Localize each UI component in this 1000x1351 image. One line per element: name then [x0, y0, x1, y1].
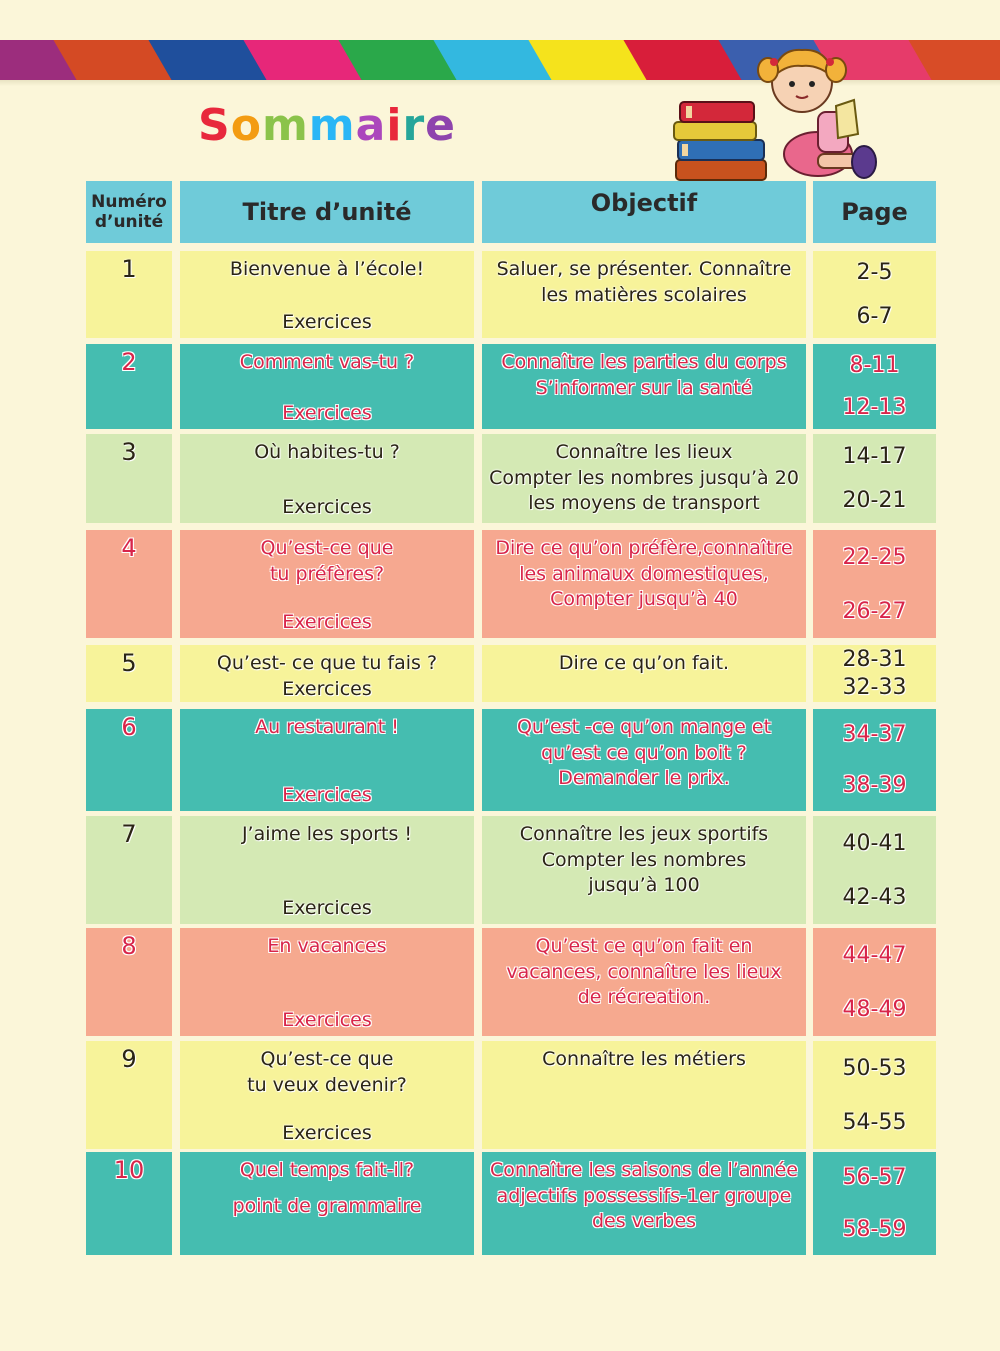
unit-title-cell: [180, 709, 474, 811]
unit-title: tu veux devenir?: [247, 1073, 407, 1096]
objective-text: S’informer sur la santé: [535, 376, 753, 399]
objective-text: Connaître les parties du corps: [501, 351, 787, 373]
page-range: 14-17: [842, 443, 907, 469]
unit-title: Comment vas-tu ?: [239, 351, 415, 373]
unit-title-cell: [180, 530, 474, 638]
page-cell: [813, 251, 936, 338]
objective-text: des verbes: [591, 1210, 697, 1233]
title-letter: m: [261, 100, 309, 151]
unit-title-cell: [180, 1041, 474, 1149]
unit-title-group: [247, 1047, 407, 1098]
page-cell: [813, 434, 936, 523]
unit-title: point de grammaire: [232, 1194, 422, 1217]
objective-text: Dire ce qu’on fait.: [558, 652, 730, 674]
unit-title-cell: [180, 251, 474, 338]
unit-number: 4: [121, 534, 137, 562]
page-range: 6-7: [856, 303, 893, 329]
objective-text: Compter les nombres: [541, 848, 747, 871]
unit-title-cell: [180, 344, 474, 429]
exercises-label: Exercices: [282, 1009, 372, 1032]
title-letter: o: [230, 100, 262, 151]
book-stack-icon: [674, 102, 766, 180]
page-range: 32-33: [842, 675, 907, 701]
objective-cell: [482, 1152, 806, 1255]
unit-number-cell: [86, 344, 172, 429]
objective-cell: [482, 709, 806, 811]
unit-title-cell: [180, 928, 474, 1036]
unit-number-cell: [86, 1041, 172, 1149]
unit-title: Au restaurant !: [255, 716, 399, 738]
objective-cell: [482, 530, 806, 638]
unit-number: 8: [121, 932, 137, 960]
header-unit-title: [180, 181, 474, 243]
page-range: 34-37: [842, 722, 907, 747]
unit-title-group: [233, 1158, 422, 1229]
header-label: Titre d’unité: [242, 198, 412, 226]
title-letter: e: [425, 100, 456, 151]
objective-text: les moyens de transport: [528, 492, 760, 515]
unit-title-cell: [180, 434, 474, 523]
page-cell: [813, 1152, 936, 1255]
unit-number: 10: [113, 1156, 145, 1184]
objective-text: Saluer, se présenter. Connaître: [496, 258, 792, 280]
unit-number-cell: [86, 251, 172, 338]
exercises-label: Exercices: [282, 897, 372, 920]
page-range: 40-41: [842, 830, 907, 856]
unit-number-cell: [86, 645, 172, 702]
unit-title-group: [242, 822, 412, 848]
objective-text: adjectifs possessifs-1er groupe: [496, 1184, 792, 1207]
unit-title-group: [255, 715, 399, 741]
page-range: 8-11: [849, 352, 900, 378]
objective-cell: [482, 344, 806, 429]
page-range: 22-25: [842, 544, 907, 570]
page-cell: [813, 645, 936, 702]
page-cell: [813, 709, 936, 811]
page-range: 44-47: [842, 942, 907, 968]
objective-cell: [482, 645, 806, 702]
unit-number: 6: [121, 713, 137, 741]
unit-number-cell: [86, 816, 172, 924]
objective-cell: [482, 928, 806, 1036]
unit-number-cell: [86, 709, 172, 811]
unit-title: Où habites-tu ?: [254, 441, 400, 463]
girl-figure: [758, 50, 876, 178]
unit-number: 7: [121, 820, 137, 848]
header-label: d’unité: [94, 212, 164, 232]
page-cell: [813, 344, 936, 429]
page-range: 48-49: [842, 996, 907, 1022]
objective-text: Connaître les lieux: [555, 441, 733, 463]
unit-number-cell: [86, 530, 172, 638]
unit-title-group: [240, 350, 414, 376]
objective-cell: [482, 434, 806, 523]
page-range: 2-5: [856, 260, 893, 286]
page-range: 50-53: [842, 1055, 907, 1081]
page-cell: [813, 1041, 936, 1149]
objective-text: Compter les nombres jusqu’à 20: [489, 466, 799, 489]
unit-title-group: [267, 934, 386, 960]
title-letter: a: [355, 100, 387, 151]
unit-number: 3: [121, 438, 137, 466]
header-label: Numéro: [91, 192, 167, 212]
unit-title: Qu’est-ce que: [260, 1048, 394, 1070]
objective-cell: [482, 251, 806, 338]
unit-title-cell: [180, 816, 474, 924]
objective-text: Connaître les saisons de l’année: [490, 1159, 798, 1181]
exercises-label: Exercices: [282, 1122, 372, 1145]
objective-text: Qu’est -ce qu’on mange et: [516, 716, 772, 738]
page-range: 38-39: [842, 773, 907, 798]
objective-text: Qu’est ce qu’on fait en: [535, 935, 753, 957]
unit-number: 5: [121, 649, 137, 677]
title-letter: i: [386, 100, 403, 151]
unit-title: Bienvenue à l’école!: [229, 258, 425, 280]
exercises-label: Exercices: [282, 677, 372, 700]
unit-title: Quel temps fait-il?: [239, 1159, 415, 1181]
girl-reading-illustration: [668, 42, 883, 187]
unit-number: 2: [121, 348, 137, 376]
page-cell: [813, 530, 936, 638]
title-letter: r: [402, 100, 426, 151]
objective-text: vacances, connaître les lieux: [506, 960, 782, 983]
unit-title: Qu’est-ce que: [260, 537, 394, 559]
page-range: 54-55: [842, 1109, 907, 1135]
header-label: Page: [841, 198, 908, 226]
unit-number: 9: [121, 1045, 137, 1073]
header-page: [813, 181, 936, 243]
unit-number-cell: [86, 928, 172, 1036]
exercises-label: Exercices: [282, 784, 372, 807]
unit-title-cell: [180, 645, 474, 702]
page-range: 26-27: [842, 598, 907, 624]
objective-text: de récreation.: [577, 986, 711, 1009]
unit-title-group: [217, 651, 437, 677]
unit-title: Qu’est- ce que tu fais ?: [216, 652, 438, 674]
page-range: 12-13: [842, 395, 907, 421]
objective-cell: [482, 1041, 806, 1149]
objective-text: jusqu’à 100: [588, 874, 700, 897]
objective-text: Dire ce qu’on préfère,connaître: [495, 537, 793, 559]
objective-text: Compter jusqu’à 40: [550, 588, 738, 611]
page-cell: [813, 816, 936, 924]
unit-number: 1: [121, 255, 137, 283]
objective-text: Connaître les jeux sportifs: [519, 823, 769, 845]
unit-title-group: [230, 257, 424, 283]
objective-text: les animaux domestiques,: [519, 562, 769, 585]
page-range: 42-43: [842, 884, 907, 910]
unit-number-cell: [86, 1152, 172, 1255]
exercises-label: Exercices: [282, 611, 372, 634]
exercises-label: Exercices: [282, 496, 372, 519]
objective-text: qu’est ce qu’on boit ?: [541, 741, 747, 764]
page-range: 28-31: [842, 646, 907, 672]
header-objective: [482, 181, 806, 243]
unit-title-group: [254, 440, 400, 466]
unit-title: tu préfères?: [269, 562, 385, 585]
unit-number-cell: [86, 434, 172, 523]
exercises-label: Exercices: [282, 402, 372, 425]
page-cell: [813, 928, 936, 1036]
header-unit-number: [86, 181, 172, 243]
objective-text: Demander le prix.: [558, 767, 730, 790]
title-letter: S: [198, 100, 231, 151]
objective-text: Connaître les métiers: [542, 1048, 746, 1070]
page-title: [198, 100, 456, 151]
page-range: 56-57: [842, 1165, 907, 1191]
unit-title-cell: [180, 1152, 474, 1255]
page-range: 20-21: [842, 488, 907, 514]
page-range: 58-59: [842, 1216, 907, 1242]
exercises-label: Exercices: [282, 311, 372, 334]
unit-title-group: [261, 536, 394, 587]
unit-title: J’aime les sports !: [241, 823, 413, 845]
unit-title: En vacances: [267, 935, 387, 957]
title-letter: m: [308, 100, 356, 151]
header-label: Objectif: [590, 189, 698, 217]
objective-text: les matières scolaires: [541, 283, 747, 306]
objective-cell: [482, 816, 806, 924]
